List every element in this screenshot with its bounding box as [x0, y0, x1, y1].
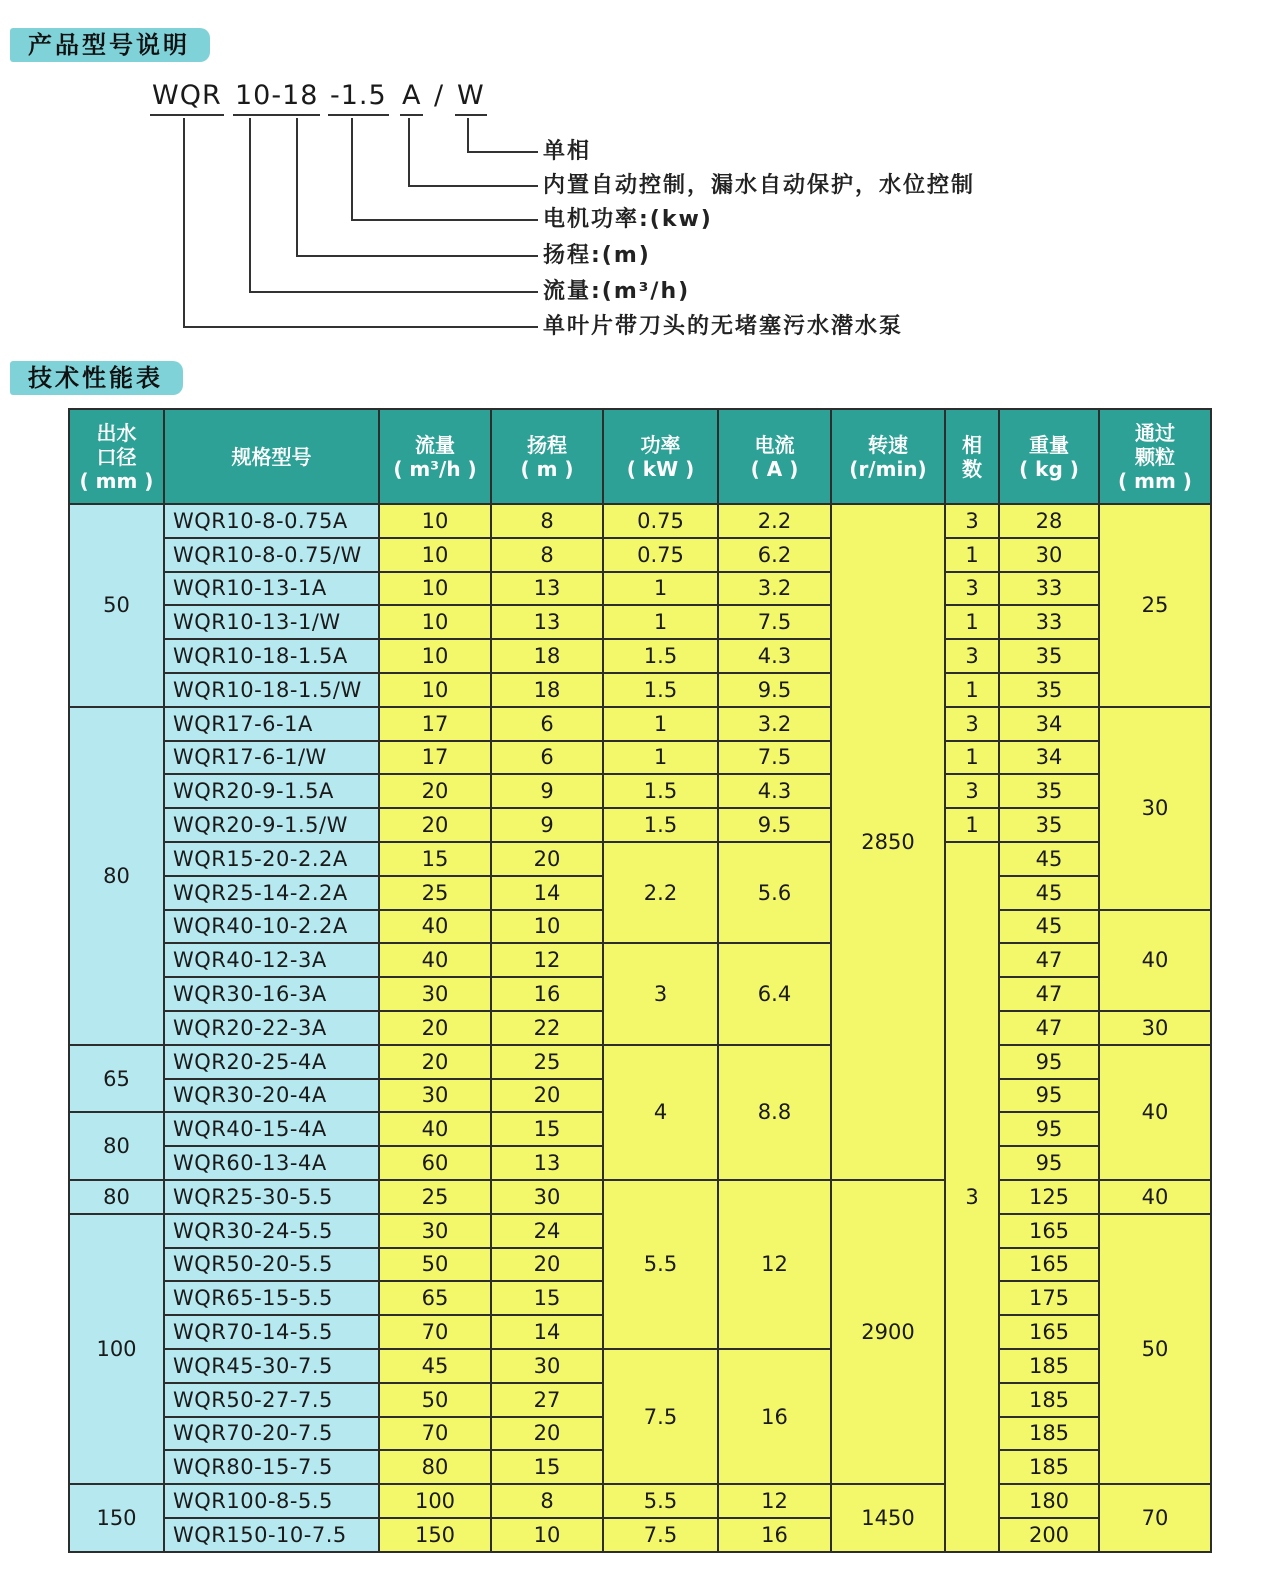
cell-weight: 185 [999, 1450, 1099, 1484]
table-row [69, 943, 1211, 977]
cell-power: 1 [603, 707, 718, 741]
cell-phase: 1 [945, 673, 999, 707]
cell-current: 6.2 [718, 538, 831, 572]
cell-model: WQR100-8-5.5 [164, 1484, 379, 1518]
cell-head: 15 [491, 1112, 603, 1146]
cell-current: 3.2 [718, 572, 831, 606]
cell-head: 18 [491, 639, 603, 673]
cell-weight: 125 [999, 1180, 1099, 1214]
table-row [69, 1349, 1211, 1383]
cell-phase: 1 [945, 538, 999, 572]
cell-weight: 35 [999, 808, 1099, 842]
cell-head: 13 [491, 605, 603, 639]
cell-flow: 10 [379, 605, 491, 639]
cell-model: WQR10-8-0.75A [164, 504, 379, 538]
cell-model: WQR25-14-2.2A [164, 876, 379, 910]
cell-head: 13 [491, 1146, 603, 1180]
cell-flow: 45 [379, 1349, 491, 1383]
cell-weight: 35 [999, 673, 1099, 707]
cell-current: 12 [718, 1484, 831, 1518]
cell-model: WQR45-30-7.5 [164, 1349, 379, 1383]
cell-weight: 175 [999, 1281, 1099, 1315]
cell-flow: 10 [379, 673, 491, 707]
cell-flow: 65 [379, 1281, 491, 1315]
performance-table [68, 408, 1212, 1553]
cell-weight: 45 [999, 876, 1099, 910]
cell-weight: 95 [999, 1112, 1099, 1146]
cell-weight: 165 [999, 1315, 1099, 1349]
cell-weight: 47 [999, 943, 1099, 977]
cell-flow: 40 [379, 1112, 491, 1146]
cell-model: WQR10-18-1.5A [164, 639, 379, 673]
cell-phase: 3 [945, 504, 999, 538]
cell-flow: 20 [379, 808, 491, 842]
cell-phase: 3 [945, 572, 999, 606]
cell-flow: 20 [379, 1045, 491, 1079]
cell-model: WQR40-15-4A [164, 1112, 379, 1146]
cell-model: WQR50-27-7.5 [164, 1383, 379, 1417]
cell-speed: 2900 [831, 1180, 945, 1484]
cell-phase: 3 [945, 639, 999, 673]
model-code-diagram [0, 70, 1271, 370]
cell-particle: 25 [1099, 504, 1211, 707]
table-row [69, 1045, 1211, 1079]
cell-flow: 17 [379, 707, 491, 741]
cell-head: 6 [491, 741, 603, 775]
cell-model: WQR10-18-1.5/W [164, 673, 379, 707]
cell-flow: 30 [379, 1214, 491, 1248]
cell-current: 2.2 [718, 504, 831, 538]
cell-head: 30 [491, 1349, 603, 1383]
cell-flow: 20 [379, 774, 491, 808]
cell-flow: 10 [379, 639, 491, 673]
cell-flow: 40 [379, 910, 491, 944]
cell-current: 12 [718, 1180, 831, 1349]
performance-table-body [69, 504, 1211, 1552]
cell-model: WQR10-13-1/W [164, 605, 379, 639]
cell-phase: 1 [945, 808, 999, 842]
cell-weight: 35 [999, 774, 1099, 808]
cell-head: 12 [491, 943, 603, 977]
cell-flow: 15 [379, 842, 491, 876]
cell-particle: 40 [1099, 1045, 1211, 1180]
cell-flow: 40 [379, 943, 491, 977]
cell-flow: 70 [379, 1417, 491, 1451]
cell-flow: 30 [379, 977, 491, 1011]
cell-weight: 30 [999, 538, 1099, 572]
desc-motor-power: 电机功率:(kw) [543, 207, 713, 232]
table-row [69, 1518, 1211, 1552]
cell-power: 4 [603, 1045, 718, 1180]
cell-power: 5.5 [603, 1484, 718, 1518]
header-particle: 通过 颗粒 ( mm ) [1099, 409, 1211, 504]
cell-model: WQR20-9-1.5A [164, 774, 379, 808]
cell-head: 15 [491, 1450, 603, 1484]
table-row [69, 605, 1211, 639]
cell-particle: 50 [1099, 1214, 1211, 1484]
cell-phase: 3 [945, 842, 999, 1552]
section-title-model-explanation: 产品型号说明 [10, 28, 210, 62]
cell-current: 9.5 [718, 808, 831, 842]
cell-head: 8 [491, 1484, 603, 1518]
cell-weight: 95 [999, 1079, 1099, 1113]
cell-weight: 45 [999, 910, 1099, 944]
cell-phase: 3 [945, 707, 999, 741]
cell-model: WQR17-6-1/W [164, 741, 379, 775]
cell-flow: 10 [379, 504, 491, 538]
cell-power: 1.5 [603, 808, 718, 842]
cell-head: 8 [491, 504, 603, 538]
cell-power: 5.5 [603, 1180, 718, 1349]
cell-power: 1 [603, 572, 718, 606]
cell-current: 3.2 [718, 707, 831, 741]
cell-current: 16 [718, 1349, 831, 1484]
table-row [69, 538, 1211, 572]
cell-outlet: 150 [69, 1484, 164, 1552]
cell-flow: 80 [379, 1450, 491, 1484]
cell-weight: 34 [999, 741, 1099, 775]
cell-phase: 3 [945, 774, 999, 808]
cell-power: 1 [603, 741, 718, 775]
cell-head: 24 [491, 1214, 603, 1248]
cell-model: WQR30-16-3A [164, 977, 379, 1011]
cell-head: 14 [491, 1315, 603, 1349]
cell-weight: 34 [999, 707, 1099, 741]
cell-weight: 200 [999, 1518, 1099, 1552]
table-row [69, 808, 1211, 842]
cell-power: 7.5 [603, 1518, 718, 1552]
cell-power: 7.5 [603, 1349, 718, 1484]
header-phase: 相 数 [945, 409, 999, 504]
cell-current: 16 [718, 1518, 831, 1552]
cell-model: WQR25-30-5.5 [164, 1180, 379, 1214]
cell-current: 4.3 [718, 774, 831, 808]
cell-head: 27 [491, 1383, 603, 1417]
cell-power: 1 [603, 605, 718, 639]
cell-model: WQR30-24-5.5 [164, 1214, 379, 1248]
model-code-power: -1.5 [328, 80, 389, 116]
cell-head: 20 [491, 1248, 603, 1282]
cell-head: 9 [491, 808, 603, 842]
cell-head: 20 [491, 1417, 603, 1451]
cell-head: 16 [491, 977, 603, 1011]
cell-flow: 100 [379, 1484, 491, 1518]
cell-head: 20 [491, 1079, 603, 1113]
cell-head: 30 [491, 1180, 603, 1214]
cell-head: 22 [491, 1011, 603, 1045]
cell-model: WQR70-14-5.5 [164, 1315, 379, 1349]
cell-weight: 47 [999, 977, 1099, 1011]
cell-model: WQR65-15-5.5 [164, 1281, 379, 1315]
cell-model: WQR10-13-1A [164, 572, 379, 606]
table-row [69, 842, 1211, 876]
header-flow: 流量 ( m³/h ) [379, 409, 491, 504]
model-code-flow-head: 10-18 [233, 80, 320, 116]
cell-model: WQR150-10-7.5 [164, 1518, 379, 1552]
model-code-single-phase: W [455, 80, 487, 116]
cell-speed: 1450 [831, 1484, 945, 1552]
cell-model: WQR80-15-7.5 [164, 1450, 379, 1484]
cell-head: 15 [491, 1281, 603, 1315]
cell-particle: 30 [1099, 1011, 1211, 1045]
cell-flow: 50 [379, 1248, 491, 1282]
cell-head: 6 [491, 707, 603, 741]
cell-model: WQR17-6-1A [164, 707, 379, 741]
cell-power: 1.5 [603, 774, 718, 808]
table-row [69, 673, 1211, 707]
cell-power: 1.5 [603, 639, 718, 673]
cell-phase: 1 [945, 605, 999, 639]
cell-current: 6.4 [718, 943, 831, 1044]
cell-flow: 10 [379, 572, 491, 606]
table-row [69, 639, 1211, 673]
cell-outlet: 50 [69, 504, 164, 707]
cell-weight: 165 [999, 1248, 1099, 1282]
cell-weight: 28 [999, 504, 1099, 538]
cell-model: WQR15-20-2.2A [164, 842, 379, 876]
cell-flow: 25 [379, 1180, 491, 1214]
desc-flow: 流量:(m³/h) [543, 279, 691, 304]
cell-outlet: 80 [69, 1112, 164, 1180]
cell-weight: 185 [999, 1349, 1099, 1383]
cell-flow: 10 [379, 538, 491, 572]
desc-pump-type: 单叶片带刀头的无堵塞污水潜水泵 [543, 314, 904, 339]
cell-weight: 165 [999, 1214, 1099, 1248]
cell-flow: 50 [379, 1383, 491, 1417]
cell-model: WQR30-20-4A [164, 1079, 379, 1113]
cell-weight: 180 [999, 1484, 1099, 1518]
header-model: 规格型号 [164, 409, 379, 504]
header-head: 扬程 ( m ) [491, 409, 603, 504]
cell-particle: 40 [1099, 1180, 1211, 1214]
cell-current: 9.5 [718, 673, 831, 707]
cell-head: 13 [491, 572, 603, 606]
cell-power: 1.5 [603, 673, 718, 707]
cell-model: WQR70-20-7.5 [164, 1417, 379, 1451]
cell-outlet: 65 [69, 1045, 164, 1113]
cell-flow: 60 [379, 1146, 491, 1180]
header-speed: 转速 (r/min) [831, 409, 945, 504]
desc-head: 扬程:(m) [543, 243, 651, 268]
cell-particle: 30 [1099, 707, 1211, 910]
cell-weight: 47 [999, 1011, 1099, 1045]
cell-weight: 33 [999, 572, 1099, 606]
cell-current: 5.6 [718, 842, 831, 943]
cell-head: 18 [491, 673, 603, 707]
cell-current: 7.5 [718, 605, 831, 639]
cell-outlet: 100 [69, 1214, 164, 1484]
cell-weight: 33 [999, 605, 1099, 639]
cell-weight: 35 [999, 639, 1099, 673]
cell-head: 20 [491, 842, 603, 876]
header-weight: 重量 ( kg ) [999, 409, 1099, 504]
header-outlet: 出水 口径 ( mm ) [69, 409, 164, 504]
model-code-series: WQR [150, 80, 224, 116]
cell-flow: 20 [379, 1011, 491, 1045]
cell-head: 8 [491, 538, 603, 572]
cell-speed: 2850 [831, 504, 945, 1180]
header-current: 电流 ( A ) [718, 409, 831, 504]
cell-flow: 25 [379, 876, 491, 910]
model-code-slash: / [434, 80, 445, 111]
table-row [69, 1180, 1211, 1214]
table-row [69, 504, 1211, 538]
cell-current: 8.8 [718, 1045, 831, 1180]
table-row [69, 774, 1211, 808]
cell-model: WQR60-13-4A [164, 1146, 379, 1180]
table-header-row [69, 409, 1211, 504]
table-row [69, 707, 1211, 741]
cell-model: WQR40-10-2.2A [164, 910, 379, 944]
desc-single-phase: 单相 [543, 139, 592, 164]
cell-weight: 95 [999, 1045, 1099, 1079]
header-power: 功率 ( kW ) [603, 409, 718, 504]
cell-model: WQR50-20-5.5 [164, 1248, 379, 1282]
table-row [69, 572, 1211, 606]
cell-flow: 30 [379, 1079, 491, 1113]
cell-weight: 185 [999, 1383, 1099, 1417]
cell-model: WQR20-25-4A [164, 1045, 379, 1079]
cell-head: 10 [491, 1518, 603, 1552]
model-code-auto-control: A [400, 80, 423, 116]
section-title-performance-table: 技术性能表 [10, 361, 183, 395]
cell-power: 3 [603, 943, 718, 1044]
table-row [69, 741, 1211, 775]
desc-auto-control: 内置自动控制，漏水自动保护，水位控制 [543, 173, 976, 198]
cell-outlet: 80 [69, 707, 164, 1045]
cell-particle: 70 [1099, 1484, 1211, 1552]
cell-outlet: 80 [69, 1180, 164, 1214]
cell-model: WQR10-8-0.75/W [164, 538, 379, 572]
cell-current: 7.5 [718, 741, 831, 775]
cell-weight: 185 [999, 1417, 1099, 1451]
cell-flow: 17 [379, 741, 491, 775]
cell-weight: 95 [999, 1146, 1099, 1180]
cell-power: 0.75 [603, 504, 718, 538]
cell-model: WQR40-12-3A [164, 943, 379, 977]
cell-phase: 1 [945, 741, 999, 775]
cell-current: 4.3 [718, 639, 831, 673]
cell-head: 25 [491, 1045, 603, 1079]
cell-power: 2.2 [603, 842, 718, 943]
table-row [69, 1484, 1211, 1518]
cell-weight: 45 [999, 842, 1099, 876]
cell-head: 14 [491, 876, 603, 910]
cell-power: 0.75 [603, 538, 718, 572]
cell-flow: 150 [379, 1518, 491, 1552]
cell-head: 9 [491, 774, 603, 808]
cell-particle: 40 [1099, 910, 1211, 1011]
cell-head: 10 [491, 910, 603, 944]
cell-model: WQR20-22-3A [164, 1011, 379, 1045]
cell-flow: 70 [379, 1315, 491, 1349]
cell-model: WQR20-9-1.5/W [164, 808, 379, 842]
